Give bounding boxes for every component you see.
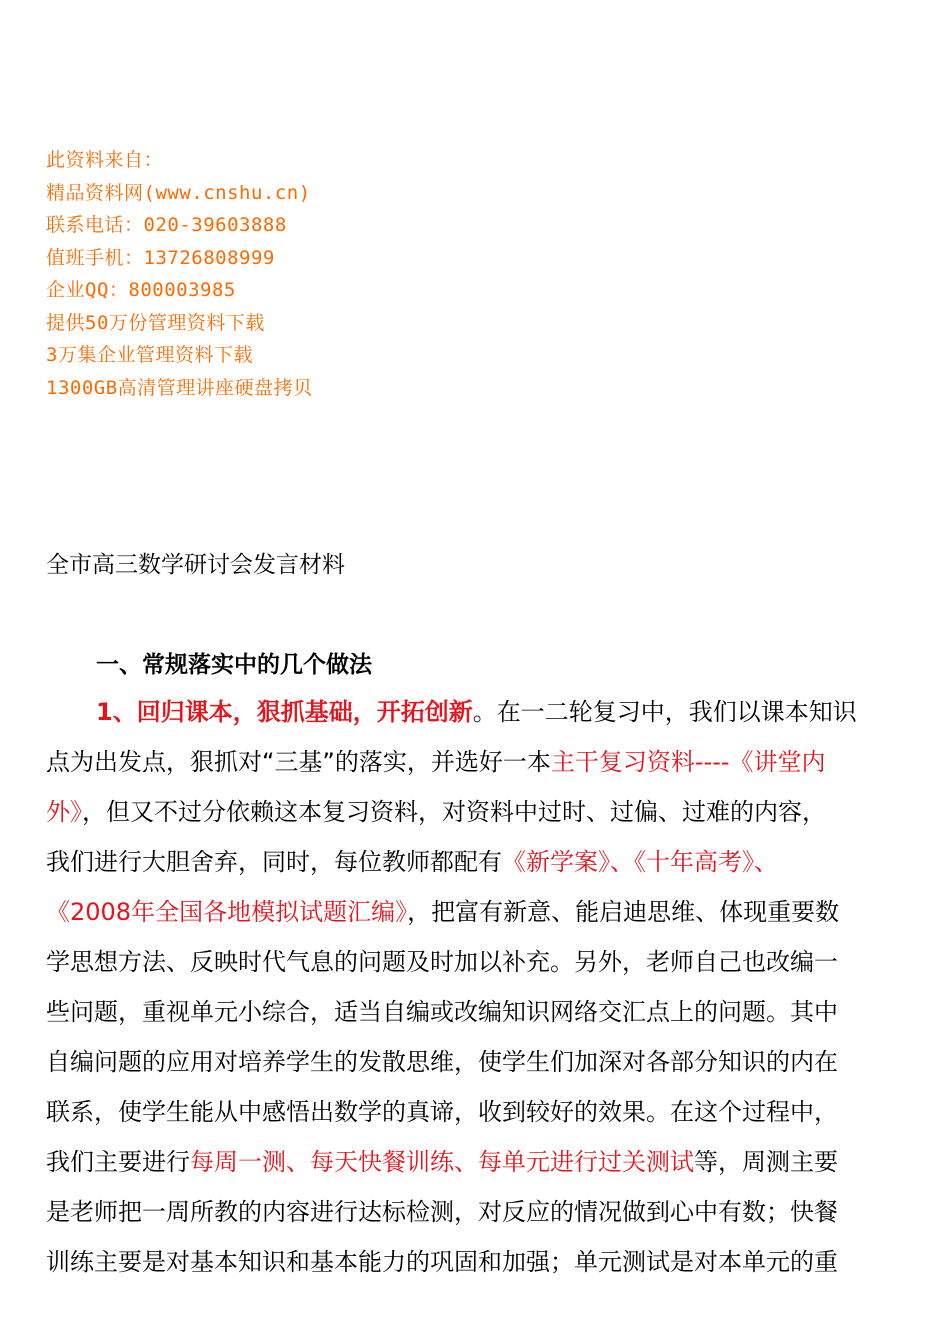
body-text: 是老师把一周所教的内容进行达标检测，对反应的情况做到心中有数；快餐 xyxy=(46,1198,838,1226)
ad-line: 1300GB高清管理讲座硬盘拷贝 xyxy=(46,376,313,399)
body-text: ，把富有新意、能启迪思维、体现重要数 xyxy=(407,898,840,926)
ad-line: 3万集企业管理资料下载 xyxy=(46,344,253,366)
highlighted-text: 《2008年全国各地模拟试题汇编》 xyxy=(46,898,408,926)
highlighted-text: 每周一测、每天快餐训练、每单元进行过关测试 xyxy=(190,1148,694,1176)
body-text: 学思想方法、反映时代气息的问题及时加以补充。另外，老师自己也改编一 xyxy=(46,948,838,976)
ad-line: 提供50万份管理资料下载 xyxy=(46,311,265,334)
ad-line: 此资料来自： xyxy=(46,149,164,171)
ad-block xyxy=(46,144,313,404)
highlighted-text: 主干复习资料----《讲堂内 xyxy=(550,748,826,776)
body-text: 联系，使学生能从中感悟出数学的真谛，收到较好的效果。在这个过程中， xyxy=(46,1098,838,1126)
body-text: 些问题，重视单元小综合，适当自编或改编知识网络交汇点上的问题。其中 xyxy=(46,998,838,1026)
paragraph-line xyxy=(46,937,906,987)
highlighted-text: 1、回归课本，狠抓基础，开拓创新 xyxy=(96,698,473,726)
paragraph-line xyxy=(46,1137,906,1187)
body-text: ，但又不过分依赖这本复习资料，对资料中过时、过偏、过难的内容， xyxy=(82,798,826,826)
highlighted-text: 《新学案》、《十年高考》、 xyxy=(502,848,778,876)
body-text: 等，周测主要 xyxy=(694,1148,838,1176)
paragraph-line xyxy=(46,787,906,837)
body-text: 我们进行大胆舍弃，同时，每位教师都配有 xyxy=(46,848,502,876)
body-text: 点为出发点，狠抓对“三基”的落实，并选好一本 xyxy=(46,748,551,776)
ad-line: 精品资料网(www.cnshu.cn) xyxy=(46,181,311,204)
paragraph-line xyxy=(46,1237,906,1287)
body-text: 。在一二轮复习中，我们以课本知识 xyxy=(472,698,857,726)
body-text: 自编问题的应用对培养学生的发散思维，使学生们加深对各部分知识的内在 xyxy=(46,1048,838,1076)
ad-line: 值班手机：13726808999 xyxy=(46,246,275,269)
ad-line: 企业QQ：800003985 xyxy=(46,279,236,301)
paragraph-line xyxy=(46,837,906,887)
paragraph-line xyxy=(46,1037,906,1087)
ad-line: 联系电话：020-39603888 xyxy=(46,214,287,236)
paragraph-line xyxy=(46,687,906,737)
paragraph-line xyxy=(46,987,906,1037)
body-text: 我们主要进行 xyxy=(46,1148,190,1176)
paragraph-line xyxy=(46,1087,906,1137)
paragraph-line xyxy=(46,887,906,937)
paragraph-line xyxy=(46,737,906,787)
document-body xyxy=(46,687,906,1287)
paragraph-line xyxy=(46,1187,906,1237)
section-heading: 一、常规落实中的几个做法 xyxy=(96,652,372,678)
document-title: 全市高三数学研讨会发言材料 xyxy=(46,552,345,578)
body-text: 训练主要是对基本知识和基本能力的巩固和加强；单元测试是对本单元的重 xyxy=(46,1248,838,1276)
highlighted-text: 外》 xyxy=(46,798,82,826)
